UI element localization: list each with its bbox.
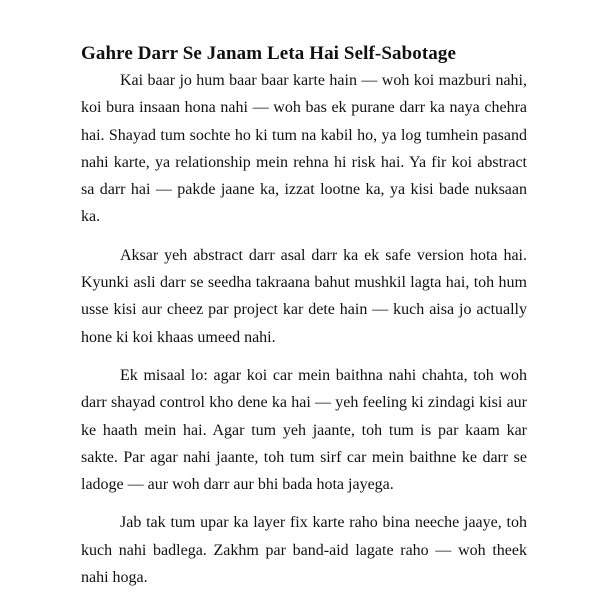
paragraph-1: Kai baar jo hum baar baar karte hain — woh koi mazburi nahi, koi bura insaan hona nahi — woh bas ek purane darr ka naya chehra hai. Shayad tum sochte ho ki tum na kabil ho, ya log tumhein pasand nahi karte, ya relationship mein rehna hi risk hai. Ya fir koi abstract sa darr hai — pakde jaane ka, izzat lootne ka, ya kisi bade nuksaan ka. bbox=[81, 72, 527, 226]
document-body bbox=[81, 41, 527, 591]
paragraph-4: Jab tak tum upar ka layer fix karte raho bina neeche jaaye, toh kuch nahi badlega. Zakhm par band-aid lagate raho — woh theek nahi hoga. bbox=[81, 514, 527, 587]
paragraph-3: Ek misaal lo: agar koi car mein baithna nahi chahta, toh woh darr shayad control kho dene ka hai — yeh feeling ki zindagi kisi aur ke haath mein hai. Agar tum yeh jaante, toh tum is par kaam kar sakte. Par agar nahi jaante, toh tum sirf car mein baithne ke darr se ladoge — aur woh darr aur bhi bada hota jayega. bbox=[81, 366, 527, 494]
paragraph-2: Aksar yeh abstract darr asal darr ka ek safe version hota hai. Kyunki asli darr se seedha takraana bahut mushkil lagta hai, toh hum usse kisi aur cheez par project kar dete hain — kuch aisa jo actually hone ki koi khaas umeed nahi. bbox=[81, 246, 527, 346]
section-title: Gahre Darr Se Janam Leta Hai Self-Sabotage bbox=[81, 43, 457, 64]
